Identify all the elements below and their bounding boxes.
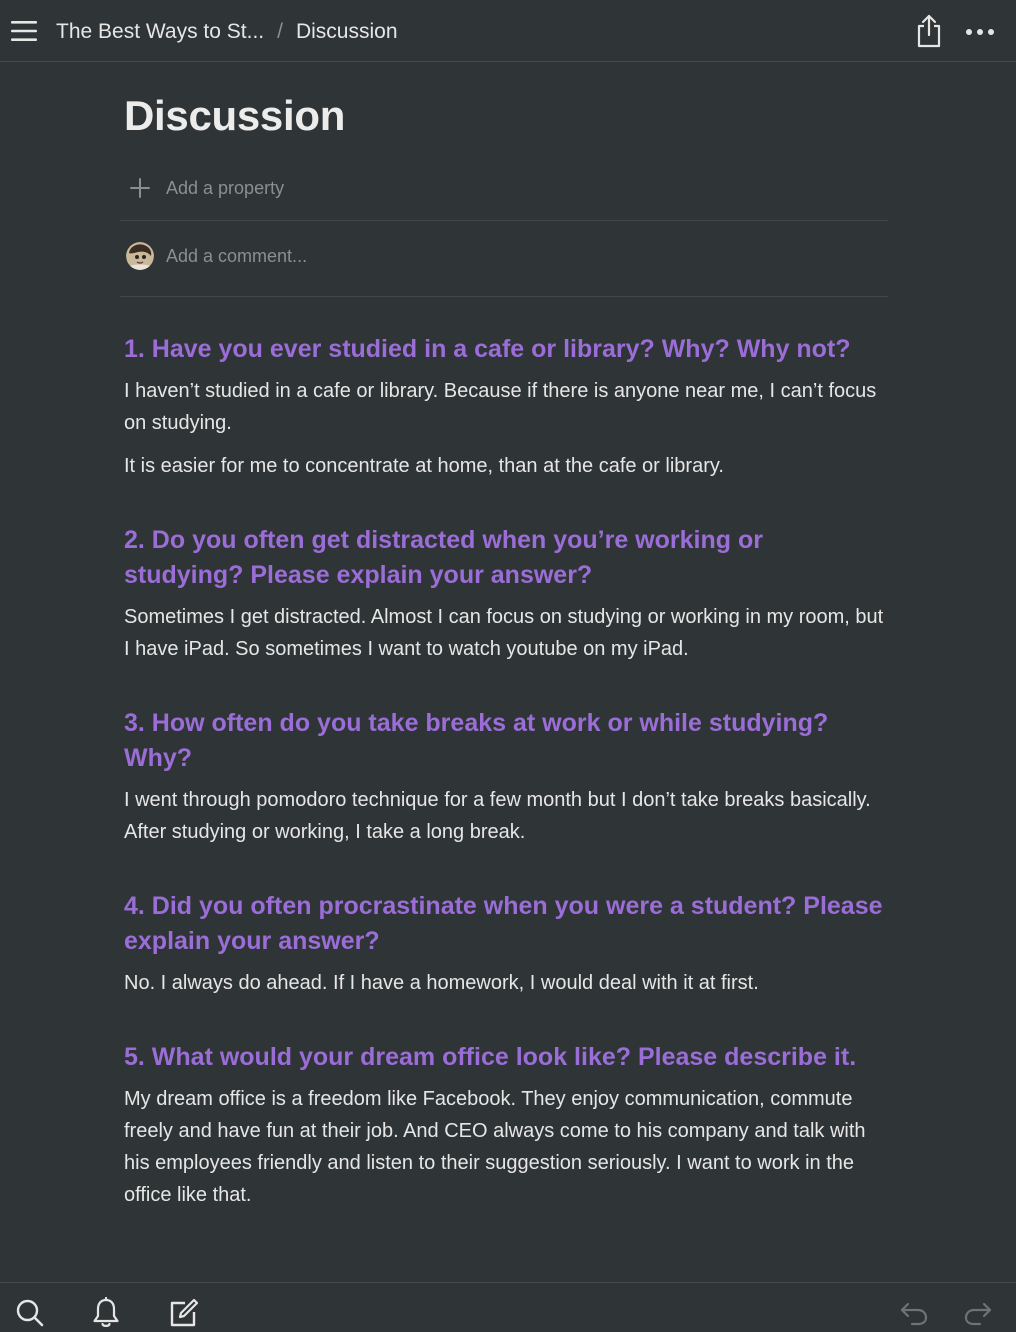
- page-title[interactable]: Discussion: [124, 92, 346, 139]
- qa-section-5: [124, 1040, 888, 1211]
- search-icon: [15, 1298, 45, 1328]
- more-options-button[interactable]: [960, 16, 1000, 48]
- redo-button[interactable]: [958, 1293, 998, 1332]
- new-page-button[interactable]: [163, 1293, 203, 1332]
- undo-icon: [899, 1300, 929, 1326]
- qa-section-1: [124, 332, 888, 482]
- qa-section-3: [124, 706, 888, 848]
- answer-paragraph[interactable]: My dream office is a freedom like Facebook. They enjoy communication, commute freely and have fun at their job. And CEO always come to his company and talk with his employees friendly and listen to their suggestion seriously. I want to work in the office like that.: [124, 1088, 866, 1206]
- question-heading[interactable]: 2. Do you often get distracted when you’re working or studying? Please explain your answer?: [124, 526, 763, 589]
- divider: [120, 220, 888, 221]
- menu-button[interactable]: [8, 14, 40, 48]
- hamburger-menu-icon: [11, 20, 37, 42]
- share-icon: [915, 14, 943, 48]
- plus-icon: [126, 174, 154, 202]
- question-heading[interactable]: 5. What would your dream office look like? Please describe it.: [124, 1043, 857, 1071]
- avatar: [126, 242, 154, 270]
- qa-section-4: [124, 889, 888, 999]
- bell-icon: [91, 1297, 121, 1329]
- divider: [120, 296, 888, 297]
- answer-paragraph[interactable]: It is easier for me to concentrate at home, than at the cafe or library.: [124, 455, 724, 477]
- comment-row: [124, 238, 888, 274]
- answer-paragraph[interactable]: Sometimes I get distracted. Almost I can focus on studying or working in my room, but I have iPad. So sometimes I want to watch youtube on my iPad.: [124, 606, 884, 660]
- breadcrumb-separator: /: [277, 20, 283, 43]
- add-property-button[interactable]: [124, 170, 888, 206]
- question-heading[interactable]: 1. Have you ever studied in a cafe or library? Why? Why not?: [124, 335, 851, 363]
- undo-button[interactable]: [894, 1293, 934, 1332]
- compose-icon: [167, 1297, 199, 1329]
- breadcrumb-current[interactable]: Discussion: [295, 20, 398, 43]
- comment-input[interactable]: [166, 246, 766, 267]
- page-content: [124, 62, 888, 1206]
- breadcrumb: [56, 16, 398, 48]
- answer-paragraph[interactable]: No. I always do ahead. If I have a homework, I would deal with it at first.: [124, 972, 759, 994]
- qa-section-2: [124, 523, 888, 665]
- answer-paragraph[interactable]: I went through pomodoro technique for a few month but I don’t take breaks basically. After studying or working, I take a long break.: [124, 789, 871, 843]
- redo-icon: [963, 1300, 993, 1326]
- breadcrumb-parent[interactable]: The Best Ways to St...: [56, 20, 265, 43]
- more-horizontal-icon: [965, 28, 995, 36]
- search-button[interactable]: [10, 1293, 50, 1332]
- answer-paragraph[interactable]: I haven’t studied in a cafe or library. Because if there is anyone near me, I can’t focus on studying.: [124, 380, 877, 434]
- add-property-label: Add a property: [166, 177, 285, 198]
- question-heading[interactable]: 4. Did you often procrastinate when you were a student? Please explain your answer?: [124, 892, 883, 955]
- notifications-button[interactable]: [86, 1293, 126, 1332]
- bottom-toolbar: [0, 1282, 1016, 1332]
- share-button[interactable]: [911, 12, 947, 50]
- question-heading[interactable]: 3. How often do you take breaks at work or while studying? Why?: [124, 709, 829, 772]
- top-bar: [0, 0, 1016, 62]
